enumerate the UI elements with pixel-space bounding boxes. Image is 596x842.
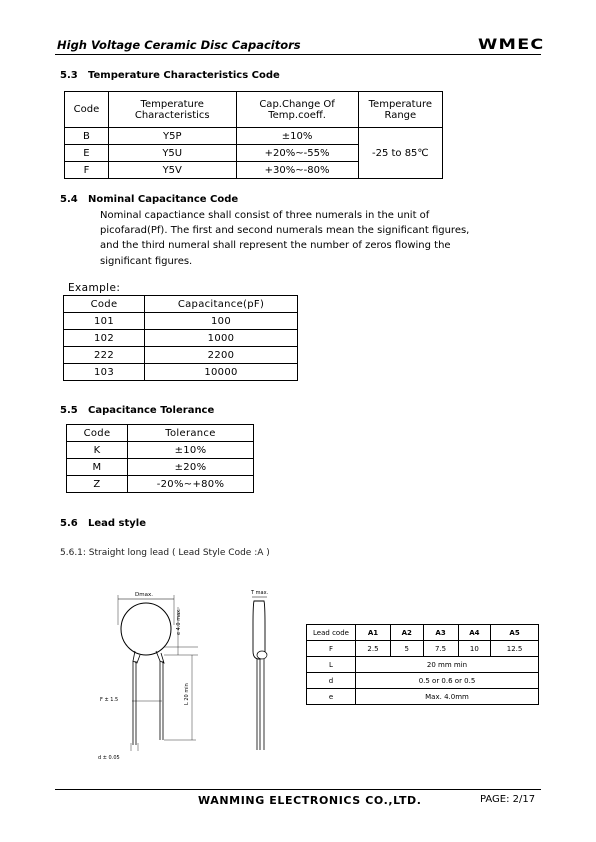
tolerance-table — [66, 424, 254, 493]
col-header-temp-char: Temperature Characteristics — [108, 92, 236, 128]
lead-spacing-label: F ± 1.5 — [100, 697, 119, 703]
table-row: 101 100 — [64, 313, 298, 330]
table-row: Z -20%~+80% — [67, 476, 254, 493]
tmax-label: T max. — [251, 590, 269, 596]
col-header-code: Code — [67, 425, 128, 442]
section-5-6-heading: 5.6 Lead style — [60, 518, 147, 529]
section-5-5-heading: 5.5 Capacitance Tolerance — [60, 405, 215, 416]
table-row: K ±10% — [67, 442, 254, 459]
section-5-4-heading: 5.4 Nominal Capacitance Code — [60, 194, 239, 205]
table-row: e Max. 4.0mm — [307, 689, 539, 705]
table-row: 103 10000 — [64, 364, 298, 381]
lead-dimension-table: Lead code A1 A2 A3 A4 A5 F 2.5 5 7.5 10 12.5 L 20 mm min d 0.5 or 0.6 or 0.5 e Max. 4.0mm — [306, 624, 539, 705]
table-row: L 20 mm min — [307, 657, 539, 673]
footer-rule — [55, 789, 541, 790]
col-header-cap-change: Cap.Change Of Temp.coeff. — [236, 92, 358, 128]
col-header-code: Code — [65, 92, 109, 128]
company-logo: WMEC — [478, 37, 545, 53]
table-row: 102 1000 — [64, 330, 298, 347]
capacitance-code-table — [63, 295, 298, 381]
table-row: F 2.5 5 7.5 10 12.5 — [307, 641, 539, 657]
footer-company-name: WANMING ELECTRONICS CO.,LTD. — [198, 794, 422, 807]
header-rule — [55, 54, 541, 55]
table-row: 222 2200 — [64, 347, 298, 364]
section-5-3-heading: 5.3 Temperature Characteristics Code — [60, 70, 280, 81]
lead-length-label: L 20 min — [184, 683, 190, 705]
col-header-tolerance: Tolerance — [128, 425, 254, 442]
col-header-code: Code — [64, 296, 145, 313]
col-header-temp-range: Temperature Range — [358, 92, 442, 128]
document-title: High Voltage Ceramic Disc Capacitors — [57, 38, 301, 52]
table-row: E Y5U +20%~-55% — [65, 145, 443, 162]
capacitor-front-view-drawing — [88, 585, 218, 765]
capacitor-side-view-drawing — [240, 585, 280, 755]
table-row: F Y5V +30%~-80% — [65, 162, 443, 179]
nominal-capacitance-paragraph: Nominal capactiance shall consist of three numerals in the unit of picofarad(Pf). The first and second numerals mean the significant figures, and the third numeral shall represent the number of zeros flowing the significant figures. — [100, 210, 470, 267]
page-number: PAGE: 2/17 — [480, 794, 536, 805]
example-label: Example: — [68, 282, 121, 294]
table-row: B Y5P ±10% -25 to 85℃ — [65, 128, 443, 145]
dmax-label: Dmax. — [135, 592, 153, 598]
lead-diameter-label: d ± 0.05 — [98, 755, 120, 761]
table-row: d 0.5 or 0.6 or 0.5 — [307, 673, 539, 689]
col-header-capacitance: Capacitance(pF) — [145, 296, 298, 313]
temperature-code-table — [64, 91, 443, 179]
table-row: M ±20% — [67, 459, 254, 476]
lead-style-subheading: 5.6.1: Straight long lead ( Lead Style Code :A ) — [60, 548, 270, 558]
emax-label: e 4.0 max. — [176, 608, 182, 635]
temperature-range-value: -25 to 85℃ — [358, 128, 442, 179]
